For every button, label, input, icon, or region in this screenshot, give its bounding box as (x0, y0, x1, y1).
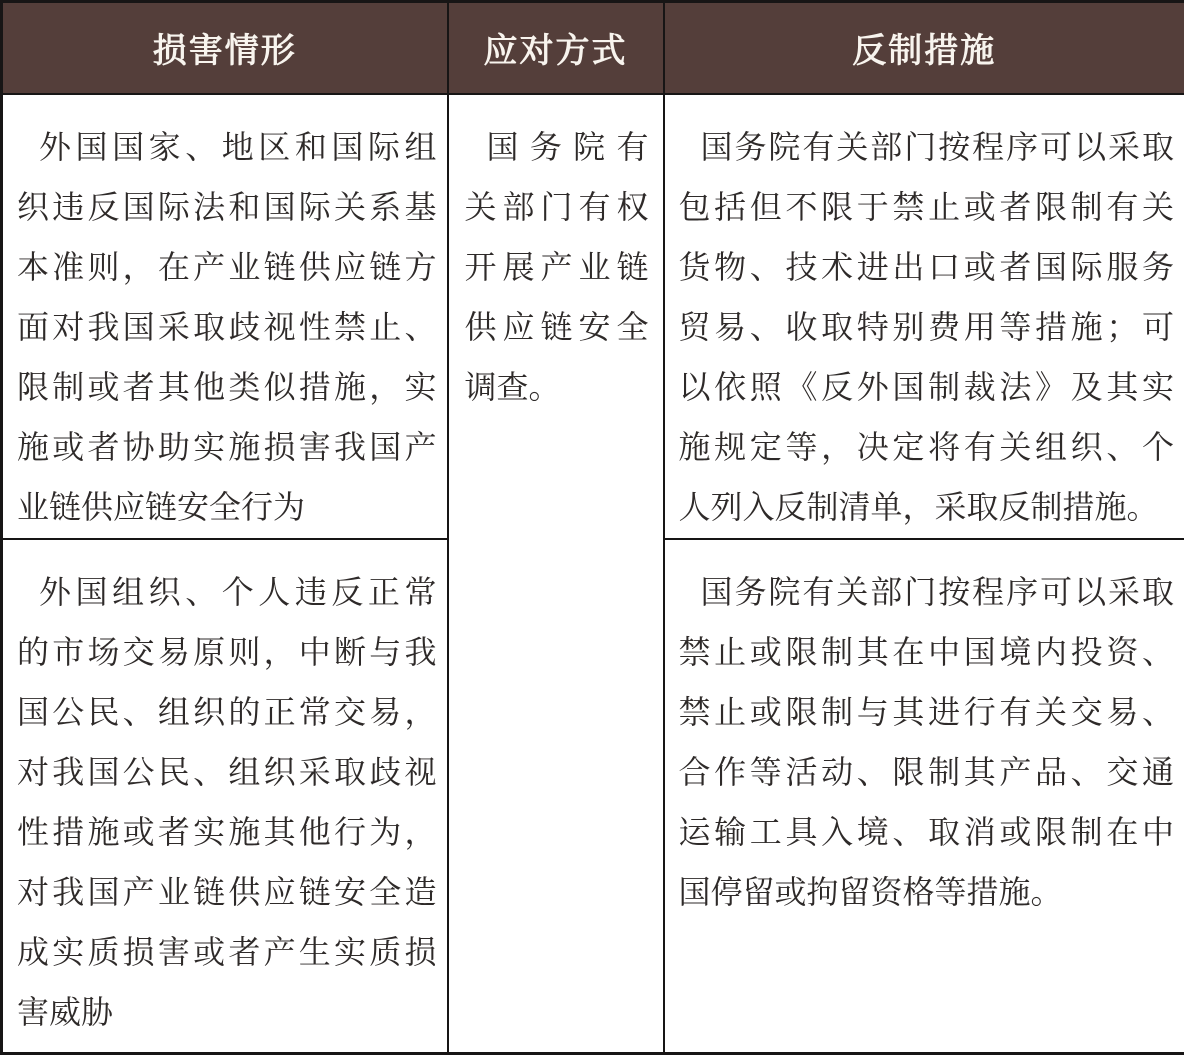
text-line: 施或者协助实施损害我国产 (17, 417, 437, 477)
col-header-countermeasure: 反制措施 (664, 2, 1184, 94)
text-line: 开展产业链 (465, 237, 649, 297)
text-line: 面对我国采取歧视性禁止、 (17, 297, 437, 357)
text-line: 贸易、收取特别费用等措施；可 (679, 297, 1175, 357)
text-line: 包括但不限于禁止或者限制有关 (679, 177, 1175, 237)
text-line: 性措施或者实施其他行为， (17, 802, 437, 862)
table-row-1 (2, 94, 1184, 539)
col-header-damage: 损害情形 (2, 2, 448, 94)
text-line: 业链供应链安全行为 (17, 477, 437, 537)
cell-countermeasure-row1 (664, 94, 1184, 539)
text-line: 国务院有关部门按程序可以采取 (679, 562, 1175, 622)
text-line: 国停留或拘留资格等措施。 (679, 862, 1175, 922)
cell-response-merged (448, 94, 664, 1054)
text-line: 关部门有权 (465, 177, 649, 237)
text-line: 人列入反制清单，采取反制措施。 (679, 477, 1175, 537)
text-line: 对我国产业链供应链安全造 (17, 862, 437, 922)
text-line: 成实质损害或者产生实质损 (17, 922, 437, 982)
text-line: 运输工具入境、取消或限制在中 (679, 802, 1175, 862)
text-line: 禁止或限制与其进行有关交易、 (679, 682, 1175, 742)
text-line: 施规定等，决定将有关组织、个 (679, 417, 1175, 477)
cell-damage-row1 (2, 94, 448, 539)
text-line: 禁止或限制其在中国境内投资、 (679, 622, 1175, 682)
text-line: 调查。 (465, 357, 649, 417)
cell-countermeasure-row2 (664, 539, 1184, 1054)
text-line: 货物、技术进出口或者国际服务 (679, 237, 1175, 297)
text-line: 外国国家、地区和国际组 (17, 117, 437, 177)
text-line: 供应链安全 (465, 297, 649, 357)
table-header-row (2, 2, 1184, 94)
text-line: 国务院有 (465, 117, 649, 177)
col-header-response: 应对方式 (448, 2, 664, 94)
text-line: 限制或者其他类似措施，实 (17, 357, 437, 417)
text-line: 本准则，在产业链供应链方 (17, 237, 437, 297)
text-line: 的市场交易原则，中断与我 (17, 622, 437, 682)
text-line: 织违反国际法和国际关系基 (17, 177, 437, 237)
text-line: 外国组织、个人违反正常 (17, 562, 437, 622)
text-line: 害威胁 (17, 982, 437, 1042)
text-line: 合作等活动、限制其产品、交通 (679, 742, 1175, 802)
text-line: 国公民、组织的正常交易， (17, 682, 437, 742)
text-line: 国务院有关部门按程序可以采取 (679, 117, 1175, 177)
text-line: 对我国公民、组织采取歧视 (17, 742, 437, 802)
cell-damage-row2 (2, 539, 448, 1054)
text-line: 以依照《反外国制裁法》及其实 (679, 357, 1175, 417)
